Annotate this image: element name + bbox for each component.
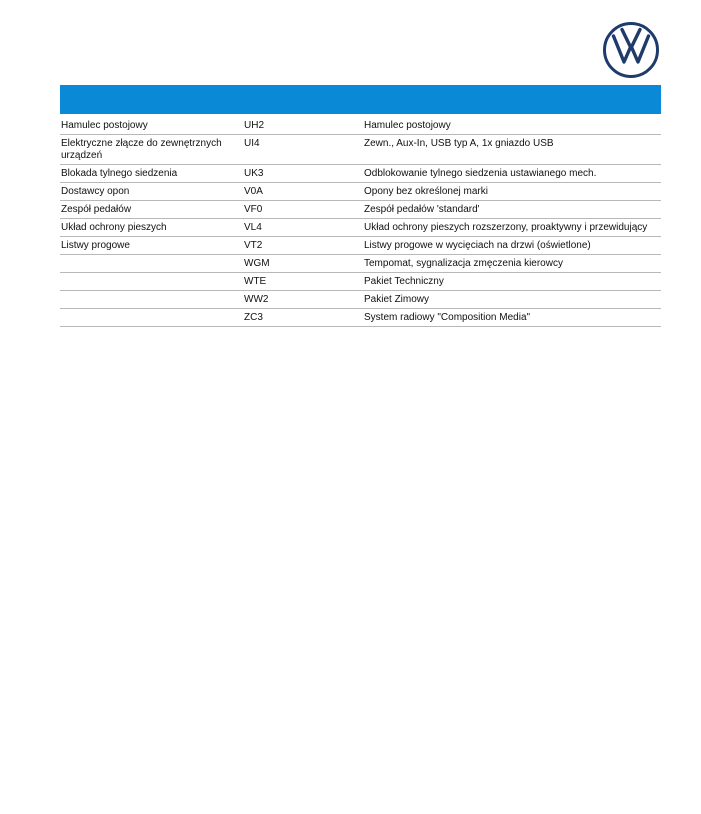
row-description: Pakiet Techniczny: [364, 276, 444, 287]
table-row: [60, 255, 661, 273]
row-description: Tempomat, sygnalizacja zmęczenia kierowcy: [364, 258, 563, 269]
row-description: Hamulec postojowy: [364, 120, 451, 131]
row-code: VT2: [244, 240, 263, 251]
table-row: [60, 309, 661, 327]
row-description: Zespół pedałów 'standard': [364, 204, 480, 215]
row-name: Blokada tylnego siedzenia: [61, 168, 178, 179]
row-name: Układ ochrony pieszych: [61, 222, 167, 233]
row-description: Pakiet Zimowy: [364, 294, 430, 305]
row-code: VF0: [244, 204, 263, 215]
row-name: Listwy progowe: [61, 240, 130, 251]
table-row: [60, 219, 661, 237]
table-row: [60, 135, 661, 165]
row-name: Elektryczne złącze do zewnętrznych urządzeń: [61, 138, 222, 161]
table-row: [60, 201, 661, 219]
row-code: VL4: [244, 222, 262, 233]
row-name: Zespół pedałów: [61, 204, 132, 215]
table-row: [60, 237, 661, 255]
row-name: Dostawcy opon: [61, 186, 130, 197]
row-code: UI4: [244, 138, 260, 149]
table-row: [60, 273, 661, 291]
table-row: [60, 183, 661, 201]
row-code: WTE: [244, 276, 267, 287]
header-bar: [60, 85, 661, 114]
row-description: Opony bez określonej marki: [364, 186, 488, 197]
row-code: WW2: [244, 294, 269, 305]
row-code: WGM: [244, 258, 270, 269]
table-row: [60, 117, 661, 135]
table-row: [60, 291, 661, 309]
row-code: UK3: [244, 168, 264, 179]
row-description: Zewn., Aux-In, USB typ A, 1x gniazdo USB: [364, 138, 554, 149]
equipment-table: [60, 117, 661, 327]
row-code: UH2: [244, 120, 265, 131]
row-description: Odblokowanie tylnego siedzenia ustawianego mech.: [364, 168, 597, 179]
row-name: Hamulec postojowy: [61, 120, 148, 131]
volkswagen-logo-icon: [603, 22, 659, 78]
table-row: [60, 165, 661, 183]
row-code: ZC3: [244, 312, 263, 323]
row-description: System radiowy "Composition Media": [364, 312, 531, 323]
row-description: Listwy progowe w wycięciach na drzwi (oświetlone): [364, 240, 591, 251]
row-code: V0A: [244, 186, 263, 197]
row-description: Układ ochrony pieszych rozszerzony, proaktywny i przewidujący: [364, 222, 648, 233]
